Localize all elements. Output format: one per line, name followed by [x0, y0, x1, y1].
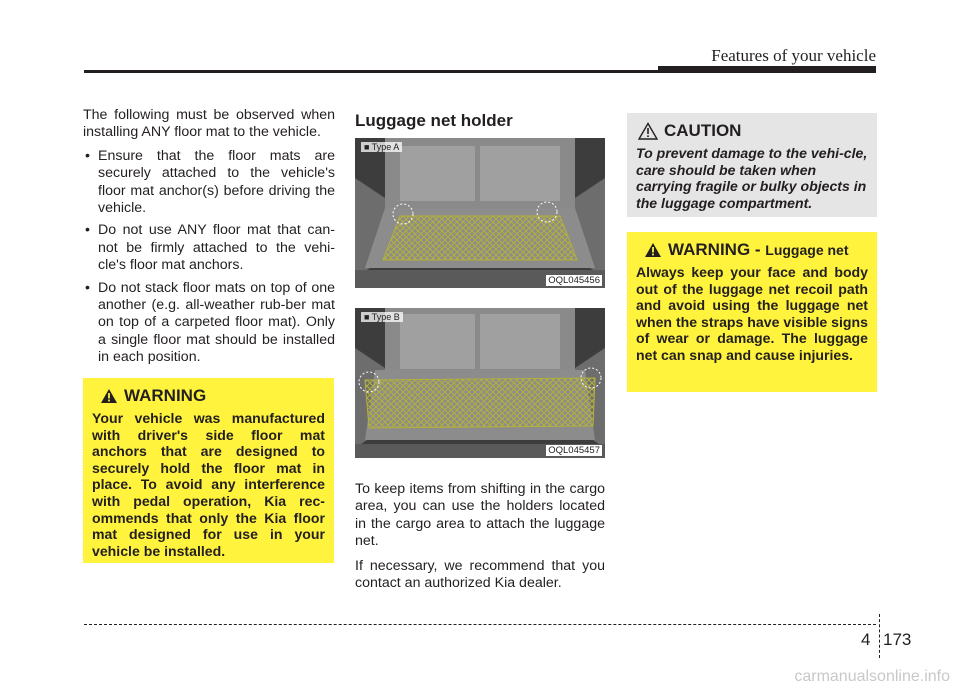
luggage-net-heading: Luggage net holder: [355, 111, 513, 130]
luggage-net-text: [355, 481, 605, 599]
floor-mat-warning-box: [83, 378, 334, 563]
cargo-area-image: [355, 308, 605, 458]
caution-title: CAUTION: [664, 121, 742, 140]
warning-subtitle: Luggage net: [765, 242, 849, 258]
floor-mat-section: [83, 107, 335, 372]
header-rule-accent: [658, 66, 876, 73]
figure-code: OQL045456: [548, 275, 600, 286]
luggage-net-photo-type-b: [355, 308, 605, 458]
floor-mat-bullet-list: [83, 148, 335, 367]
warning-title: WARNING: [124, 386, 207, 405]
list-item: • Do not stack floor mats on top of one another (e.g. all-weather rub-ber mat on top of a carpeted floor mat). Only a single floor mat should be installed in each position.: [85, 279, 335, 366]
caution-header: [638, 121, 868, 141]
figure-label: ■ Type A: [361, 142, 402, 152]
caution-box: [627, 113, 877, 217]
warning-title: WARNING -: [668, 240, 766, 259]
watermark: carmanualsonline.info: [794, 668, 950, 685]
luggage-net-paragraph: If necessary, we recommend that you contact an authorized Kia dealer.: [355, 557, 605, 592]
figure-label: ■ Type B: [361, 312, 403, 322]
footer-rule: [84, 624, 876, 625]
luggage-net-paragraph: To keep items from shifting in the cargo area, you can use the holders located in the cargo area to attach the luggage net.: [355, 481, 605, 550]
figure-code: OQL045457: [548, 445, 600, 456]
warning-header: [644, 240, 868, 260]
list-item: • Do not use ANY floor mat that can-not be firmly attached to the vehi-cle's floor mat anchors.: [85, 222, 335, 274]
cargo-area-image: [355, 138, 605, 288]
section-title: Features of your vehicle: [711, 46, 876, 65]
warning-text: Your vehicle was manufactured with driver's side floor mat anchors that are designed to securely hold the floor mat in place. To avoid any interference with pedal operation, Kia rec-ommends that only the Kia floor mat designed for use in your vehicle be installed.: [92, 410, 325, 559]
warning-header: [100, 386, 325, 406]
chapter-number: 4: [861, 630, 871, 649]
warning-text: Always keep your face and body out of the luggage net recoil path and avoid using the luggage net when the straps have visible signs of wear or damage. The luggage net can snap and cause injuries.: [636, 264, 868, 363]
warning-triangle-icon: [644, 242, 662, 258]
warning-triangle-icon: [100, 388, 118, 404]
caution-triangle-icon: [638, 122, 658, 140]
luggage-net-photo-type-a: [355, 138, 605, 288]
page-number: 173: [883, 630, 912, 649]
floor-mat-intro: The following must be observed when installing ANY floor mat to the vehicle.: [83, 107, 335, 141]
list-item: • Ensure that the floor mats are securely attached to the vehicle's floor mat anchor(s) before driving the vehicle.: [85, 147, 335, 217]
caution-text: To prevent damage to the vehi-cle, care should be taken when carrying fragile or bulky objects in the luggage compartment.: [636, 145, 868, 211]
footer-divider: [879, 614, 880, 658]
luggage-net-warning-box: [627, 232, 877, 392]
